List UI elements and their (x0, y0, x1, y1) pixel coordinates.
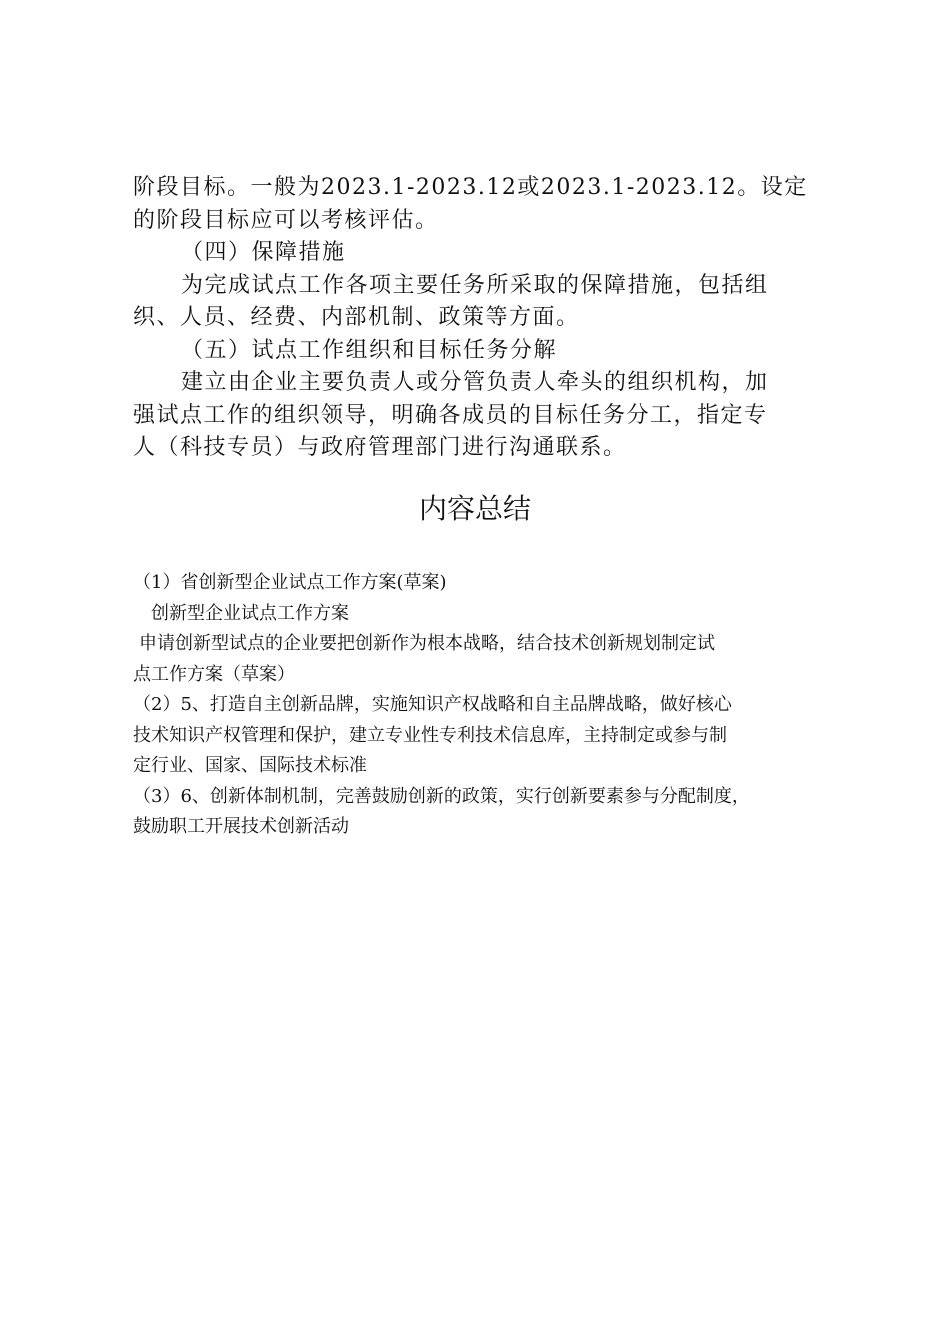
body-line: 阶段目标。一般为2023.1-2023.12或2023.1-2023.12。设定 (133, 175, 808, 200)
body-line: 人（科技专员）与政府管理部门进行沟通联系。 (133, 435, 627, 460)
section-heading-4: （四）保障措施 (181, 240, 346, 265)
body-line: 建立由企业主要负责人或分管负责人牵头的组织机构，加 (181, 370, 769, 395)
section-heading-5: （五）试点工作组织和目标任务分解 (181, 337, 558, 363)
summary-line: （3）6、创新体制机制，完善鼓励创新的政策，实行创新要素参与分配制度， (133, 785, 750, 807)
summary-line: 创新型企业试点工作方案 (151, 602, 349, 624)
body-line: 强试点工作的组织领导，明确各成员的目标任务分工，指定专 (133, 402, 768, 428)
body-line: 为完成试点工作各项主要任务所采取的保障措施，包括组 (181, 272, 769, 298)
body-line: 织、人员、经费、内部机制、政策等方面。 (133, 305, 580, 330)
summary-line: 鼓励职工开展技术创新活动 (133, 816, 349, 837)
document-body (133, 172, 833, 465)
summary-section (133, 568, 833, 843)
summary-line: 点工作方案（草案） (133, 663, 295, 685)
body-line: 的阶段目标应可以考核评估。 (133, 207, 439, 233)
summary-line: （1）省创新型企业试点工作方案(草案) (133, 572, 447, 593)
summary-title: 内容总结 (418, 492, 531, 525)
summary-line: 定行业、国家、国际技术标准 (133, 755, 367, 776)
summary-line: 技术知识产权管理和保护，建立专业性专利技术信息库，主持制定或参与制 (133, 724, 727, 746)
summary-line: 申请创新型试点的企业要把创新作为根本战略，结合技术创新规划制定试 (139, 633, 715, 654)
summary-line: （2）5、打造自主创新品牌，实施知识产权战略和自主品牌战略，做好核心 (133, 694, 732, 715)
